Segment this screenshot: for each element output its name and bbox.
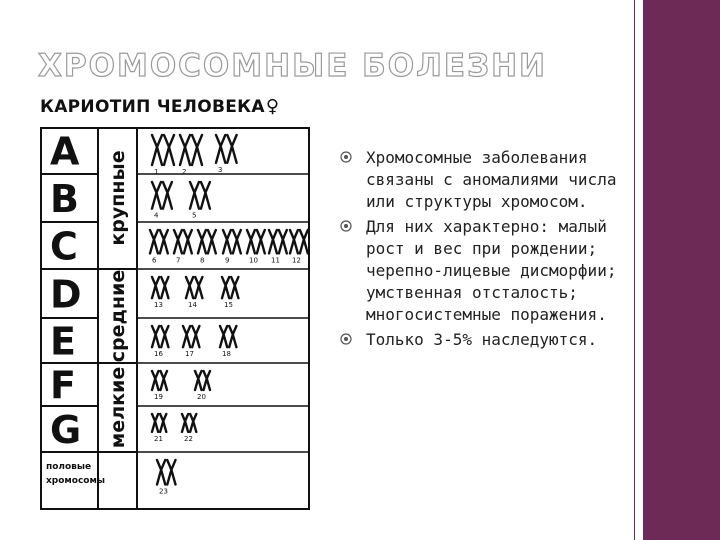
chromosome xyxy=(247,230,255,253)
chromosome xyxy=(160,230,168,253)
pair-number: 12 xyxy=(292,256,301,265)
group-letter: C xyxy=(50,224,78,269)
chromosome xyxy=(269,230,277,253)
pair-number: 14 xyxy=(188,301,197,310)
chromosome xyxy=(183,326,190,347)
chromosome xyxy=(160,414,166,432)
chromosome xyxy=(195,371,202,390)
slide-title: ХРОМОСОМНЫЕ БОЛЕЗНИ xyxy=(38,48,547,84)
sex-chromosomes-label: хромосомы xyxy=(46,476,105,486)
chromosome xyxy=(192,326,199,347)
chromosome xyxy=(223,230,231,253)
pair-number: 18 xyxy=(222,350,231,359)
bullet-text: Хромосомные заболевания связаны с аномалиями числа или структуры хромосом. xyxy=(366,148,617,211)
chromosome xyxy=(227,135,236,163)
pair-number: 22 xyxy=(184,434,193,443)
bullet-text: Для них характерно: малый рост и вес при рождении; черепно-лицевые дисморфии; умственная отсталость; многосистемные поражения. xyxy=(366,217,617,324)
target-bullet-icon xyxy=(340,333,352,345)
group-letter: B xyxy=(50,177,79,221)
pair-number: 4 xyxy=(154,211,159,220)
chromosome xyxy=(198,230,206,253)
pair-number: 10 xyxy=(249,256,258,265)
bullet-list xyxy=(340,147,640,354)
pair-number: 1 xyxy=(154,168,159,176)
bullet-text: Только 3-5% наследуются. xyxy=(366,330,598,349)
target-bullet-icon xyxy=(340,151,352,163)
bullet-item xyxy=(340,216,640,326)
group-letter: E xyxy=(50,319,76,364)
chromosome xyxy=(195,277,202,298)
chromosome xyxy=(300,230,308,253)
karyotype-heading xyxy=(40,96,279,117)
karyotype-heading-text: КАРИОТИП ЧЕЛОВЕКА xyxy=(40,97,265,117)
chromosome xyxy=(182,414,188,432)
chromosome xyxy=(231,277,238,298)
group-letter: A xyxy=(50,129,80,174)
chromosome xyxy=(190,182,199,209)
size-label: мелкие xyxy=(107,366,129,449)
chromosome xyxy=(201,182,210,209)
chromosome xyxy=(152,371,159,390)
chromosome xyxy=(229,326,236,347)
chromosome xyxy=(157,460,165,485)
chromosome xyxy=(220,326,227,347)
chromosome xyxy=(192,135,202,165)
pair-number: 11 xyxy=(271,256,280,265)
chromosome xyxy=(233,230,241,253)
chromosome xyxy=(279,230,287,253)
pair-number: 8 xyxy=(200,256,205,265)
accent-side-band xyxy=(643,0,720,540)
pair-number: 15 xyxy=(224,301,233,310)
pair-number: 13 xyxy=(154,301,163,310)
karyotype-chart xyxy=(40,127,312,512)
chromosome xyxy=(190,414,196,432)
chromosome xyxy=(152,414,158,432)
chromosome xyxy=(161,277,168,298)
chromosome xyxy=(152,277,159,298)
pair-number: 6 xyxy=(152,256,157,265)
group-letter: D xyxy=(50,272,82,317)
chromosome xyxy=(184,230,192,253)
chromosome xyxy=(152,182,161,209)
pair-number: 21 xyxy=(154,434,163,443)
chromosome xyxy=(163,182,172,209)
group-letter: F xyxy=(50,363,76,408)
chromosome xyxy=(152,135,162,165)
pair-number: 20 xyxy=(197,393,206,401)
chromosome xyxy=(222,277,229,298)
pair-number: 2 xyxy=(182,168,187,176)
chromosome xyxy=(216,135,225,163)
chromosome xyxy=(152,326,159,347)
pair-number: 23 xyxy=(159,487,168,496)
pair-number: 7 xyxy=(176,256,181,265)
bullet-item xyxy=(340,329,640,351)
chromosome xyxy=(180,135,190,165)
chromosome xyxy=(150,230,158,253)
pair-number: 19 xyxy=(154,393,163,401)
chromosome xyxy=(204,371,211,390)
chromosome xyxy=(257,230,265,253)
chromosome xyxy=(186,277,193,298)
pair-number: 3 xyxy=(218,165,223,174)
chromosome xyxy=(290,230,298,253)
size-label: крупные xyxy=(107,150,129,246)
chromosome xyxy=(164,135,174,165)
chromosome xyxy=(161,371,168,390)
karyotype-figure xyxy=(40,127,312,512)
chromosome xyxy=(161,326,168,347)
pair-number: 5 xyxy=(192,211,197,220)
chromosome xyxy=(167,460,175,485)
target-bullet-icon xyxy=(340,220,352,232)
chromosome xyxy=(174,230,182,253)
bullet-item xyxy=(340,147,640,213)
sex-chromosomes-label: половые xyxy=(46,462,92,472)
pair-number: 9 xyxy=(225,256,230,265)
size-label: средние xyxy=(107,269,129,363)
pair-number: 16 xyxy=(154,350,163,359)
chromosome xyxy=(208,230,216,253)
pair-number: 17 xyxy=(185,350,194,359)
group-letter: G xyxy=(50,408,82,452)
female-symbol-icon: ♀ xyxy=(265,96,280,117)
